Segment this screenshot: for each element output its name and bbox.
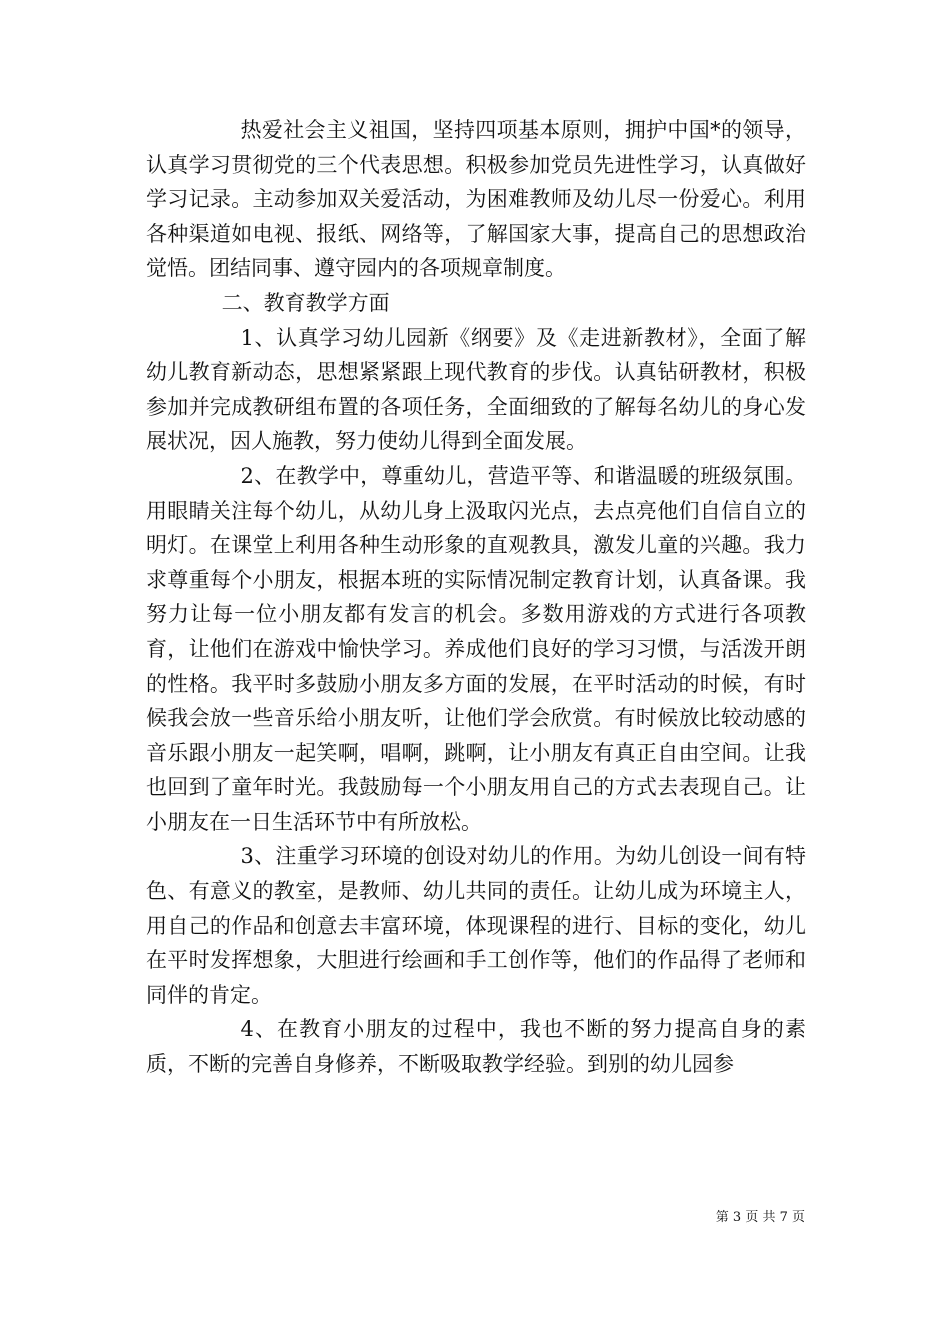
page-number-footer: 第 3 页 共 7 页 (715, 1210, 805, 1225)
section-heading-education: 二、教育教学方面 (221, 290, 390, 315)
paragraph-item-1: 1、认真学习幼儿园新《纲要》及《走进新教材》，全面了解幼儿教育新动态，思想紧紧跟上现代教育的步伐。认真钻研教材，积极参加并完成教研组布置的各项任务，全面细致的了解每名幼儿的身心发展状况，因人施教，努力使幼儿得到全面发展。 (146, 325, 806, 454)
paragraph-item-4: 4、在教育小朋友的过程中，我也不断的努力提高自身的素质，不断的完善自身修养，不断吸取教学经验。到别的幼儿园参 (146, 1017, 806, 1077)
paragraph-item-3: 3、注重学习环境的创设对幼儿的作用。为幼儿创设一间有特色、有意义的教室，是教师、幼儿共同的责任。让幼儿成为环境主人，用自己的作品和创意去丰富环境，体现课程的进行、目标的变化，幼儿在平时发挥想象，大胆进行绘画和手工创作等，他们的作品得了老师和同伴的肯定。 (146, 844, 806, 1007)
document-body (146, 113, 806, 1082)
paragraph-item-2: 2、在教学中，尊重幼儿，营造平等、和谐温暖的班级氛围。用眼睛关注每个幼儿，从幼儿身上汲取闪光点，去点亮他们自信自立的明灯。在课堂上利用各种生动形象的直观教具，激发儿童的兴趣。我力求尊重每个小朋友，根据本班的实际情况制定教育计划，认真备课。我努力让每一位小朋友都有发言的机会。多数用游戏的方式进行各项教育，让他们在游戏中愉快学习。养成他们良好的学习习惯，与活泼开朗的性格。我平时多鼓励小朋友多方面的发展，在平时活动的时候，有时候我会放一些音乐给小朋友听，让他们学会欣赏。有时候放比较动感的音乐跟小朋友一起笑啊，唱啊，跳啊，让小朋友有真正自由空间。让我也回到了童年时光。我鼓励每一个小朋友用自己的方式去表现自己。让小朋友在一日生活环节中有所放松。 (146, 463, 806, 834)
paragraph-political: 热爱社会主义祖国，坚持四项基本原则，拥护中国*的领导，认真学习贯彻党的三个代表思想。积极参加党员先进性学习，认真做好学习记录。主动参加双关爱活动，为困难教师及幼儿尽一份爱心。利用各种渠道如电视、报纸、网络等，了解国家大事，提高自己的思想政治觉悟。团结同事、遵守园内的各项规章制度。 (146, 118, 806, 281)
